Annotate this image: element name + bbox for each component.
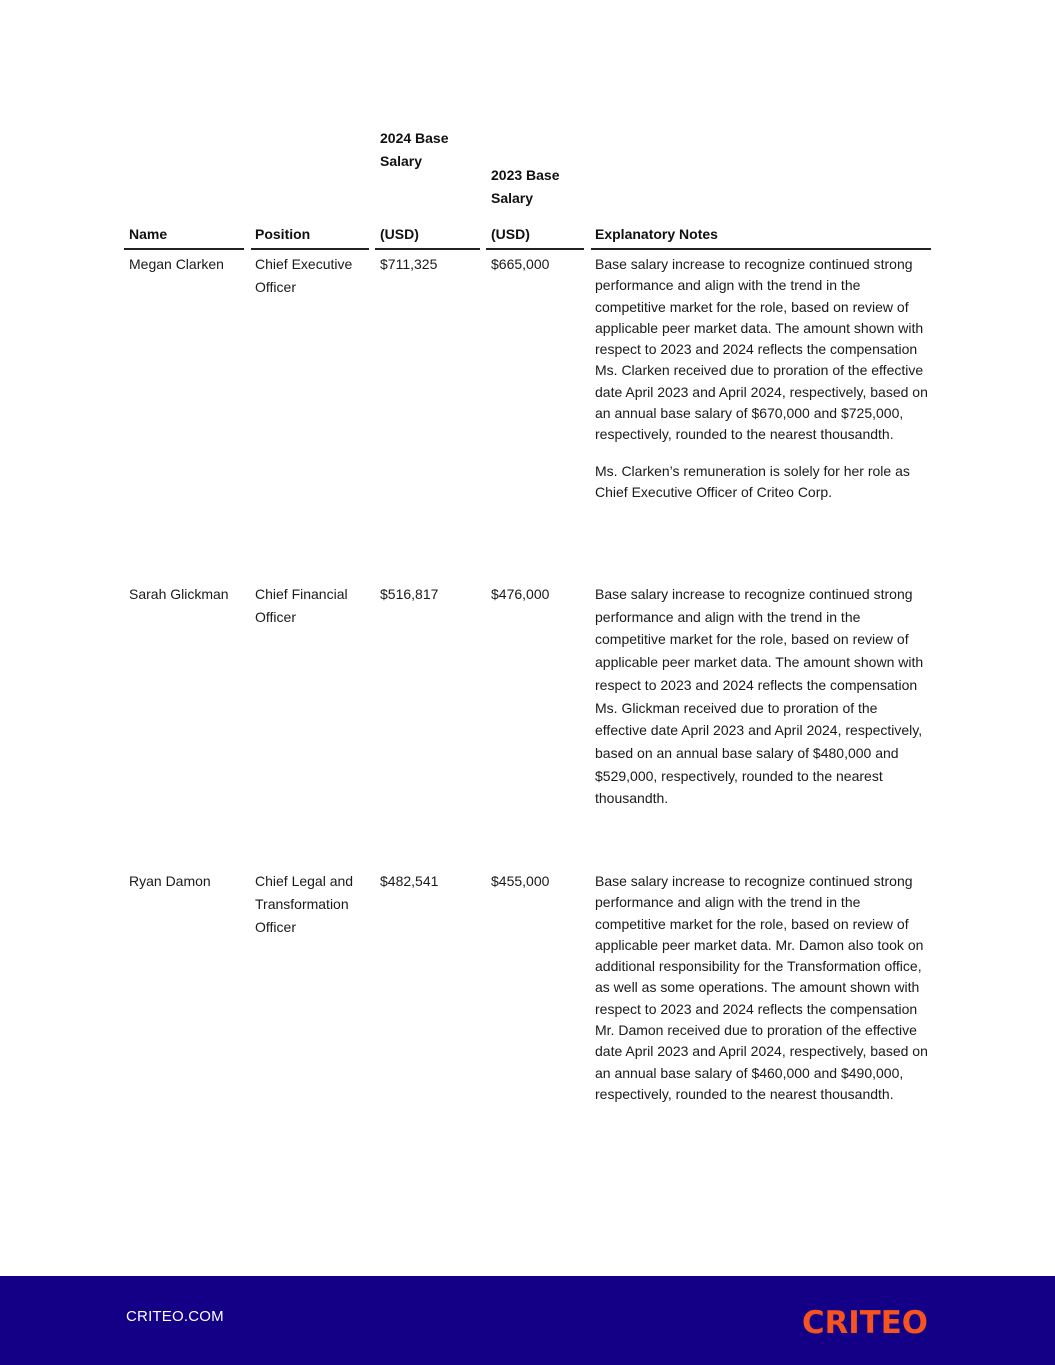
header-2024-line1: 2024 Base — [380, 130, 449, 146]
row-position-line2: Officer — [255, 609, 296, 625]
header-rule-position — [251, 248, 369, 250]
footer — [0, 1276, 1055, 1365]
row-position-line1: Chief Legal and — [255, 873, 354, 889]
row-notes-paragraph: Base salary increase to recognize continued strong performance and align with the trend in the competitive market for the role, based on review of applicable peer market data. The amount shown with respect to 2023 and 2024 reflects the compensation Ms. Glickman received due to proration of the effective date April 2023 and April 2024, respectively, based on an annual base salary of $480,000 and $529,000, respectively, rounded to the nearest thousandth. — [595, 586, 924, 807]
row-name: Sarah Glickman — [129, 586, 229, 602]
row-position-line1: Chief Executive — [255, 256, 353, 272]
row-notes-paragraph: Base salary increase to recognize continued strong performance and align with the trend in the competitive market for the role, based on review of applicable peer market data. Mr. Damon also took on additional responsibility for the Transformation office, as well as some operations. The amount shown with respect to 2023 and 2024 reflects the compensation Mr. Damon received due to proration of the effective date April 2023 and April 2024, respectively, based on an annual base salary of $460,000 and $490,000, respectively, rounded to the nearest thousandth. — [595, 873, 928, 1102]
row-notes — [595, 871, 930, 1105]
row-name: Ryan Damon — [129, 873, 211, 889]
row-salary-2023: $665,000 — [491, 256, 550, 272]
footer-website-link[interactable]: CRITEO.COM — [126, 1308, 224, 1325]
row-position-line1: Chief Financial — [255, 586, 348, 602]
header-2023-line1: 2023 Base — [491, 167, 560, 183]
header-rule-2024 — [375, 248, 480, 250]
header-rule-notes — [591, 248, 931, 250]
header-2024-line2: Salary — [380, 153, 423, 169]
row-salary-2024: $482,541 — [380, 873, 439, 889]
row-position-line2: Transformation — [255, 896, 349, 912]
criteo-logo — [802, 1306, 928, 1336]
row-position-line2: Officer — [255, 279, 296, 295]
row-salary-2024: $516,817 — [380, 586, 439, 602]
row-notes-paragraph: Base salary increase to recognize continued strong performance and align with the trend in the competitive market for the role, based on review of applicable peer market data. The amount shown with respect to 2023 and 2024 reflects the compensation Ms. Clarken received due to proration of the effective date April 2023 and April 2024, respectively, based on an annual base salary of $670,000 and $725,000, respectively, rounded to the nearest thousandth. — [595, 256, 928, 443]
criteo-logo-text: CRITEO — [802, 1306, 928, 1336]
header-rule-name — [124, 248, 244, 250]
header-2024-line3: (USD) — [380, 226, 419, 242]
header-name: Name — [129, 226, 168, 242]
row-salary-2023: $455,000 — [491, 873, 550, 889]
header-rule-2023 — [486, 248, 584, 250]
header-2023-line3: (USD) — [491, 226, 530, 242]
header-position: Position — [255, 226, 311, 242]
row-salary-2024: $711,325 — [380, 256, 438, 272]
row-notes — [595, 254, 930, 503]
row-notes — [595, 583, 930, 810]
row-name: Megan Clarken — [129, 256, 224, 272]
header-notes: Explanatory Notes — [595, 226, 718, 242]
row-salary-2023: $476,000 — [491, 586, 550, 602]
row-notes-paragraph: Ms. Clarken’s remuneration is solely for her role as Chief Executive Officer of Criteo Corp. — [595, 462, 910, 500]
row-position-line3: Officer — [255, 919, 296, 935]
header-2023-line2: Salary — [491, 190, 534, 206]
